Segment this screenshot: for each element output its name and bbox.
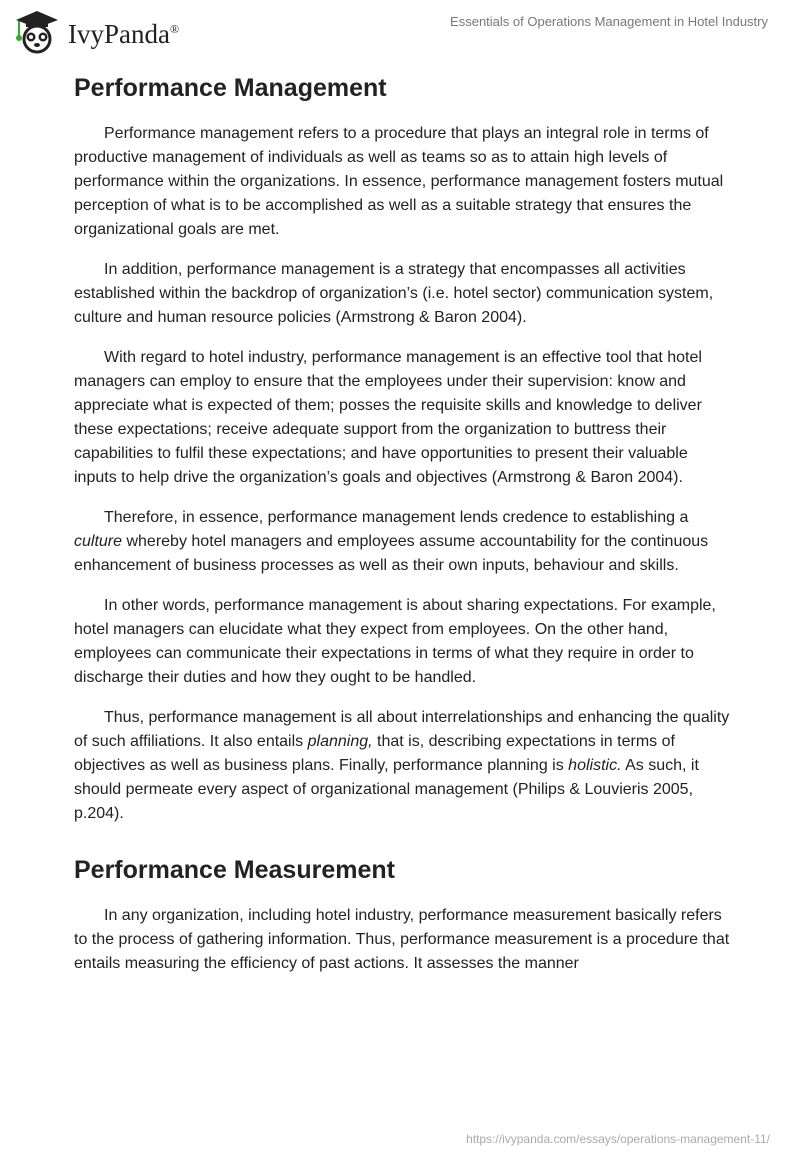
ivypanda-logo[interactable] (12, 8, 179, 54)
text-segment: Performance management refers to a procedure that plays an integral role in terms of productive management of individuals as well as teams so as to attain high levels of performance within the organizations. In essence, performance management fosters mutual perception of what is to be accomplished as well as a suitable strategy that ensures the organizational goals are met. (74, 125, 724, 238)
text-segment: Thus, performance management is all about interrelationships and enhancing the quality of such affiliations. It also entails (74, 709, 730, 750)
paragraph (74, 904, 730, 976)
paragraph (74, 346, 730, 490)
panda-graduate-icon (12, 8, 62, 54)
italic-text: planning, (307, 733, 373, 750)
source-url[interactable]: https://ivypanda.com/essays/operations-management-11/ (466, 1132, 770, 1146)
text-segment: In any organization, including hotel industry, performance measurement basically refers to the process of gathering information. Thus, performance measurement is a procedure that entails measuring the efficiency of past actions. It assesses the manner (74, 907, 730, 972)
text-segment: In addition, performance management is a strategy that encompasses all activities established within the backdrop of organization’s (i.e. hotel sector) communication system, culture and human resource policies (Armstrong & Baron 2004). (74, 261, 714, 326)
paragraph (74, 122, 730, 242)
document-title: Essentials of Operations Management in Hotel Industry (450, 14, 768, 29)
text-segment: Therefore, in essence, performance management lends credence to establishing a (104, 509, 689, 526)
text-segment: that is, describing expectations in terms of objectives as well as business plans. Finally, performance planning is (74, 733, 675, 774)
text-segment: With regard to hotel industry, performance management is an effective tool that hotel managers can employ to ensure that the employees under their supervision: know and appreciate what is expected of them; posses the requisite skills and knowledge to deliver these expectations; receive adequate support from the organization to buttress their capabilities to fulfil these expectations; and have opportunities to present their valuable inputs to help drive the organization’s goals and objectives (Armstrong & Baron 2004). (74, 349, 702, 486)
brand-name: IvyPanda® (68, 18, 180, 49)
section-heading: Performance Management (74, 74, 387, 102)
paragraph (74, 594, 730, 690)
essay-content (74, 70, 730, 992)
paragraph (74, 506, 730, 578)
italic-text: holistic. (568, 757, 622, 774)
text-segment: In other words, performance management is about sharing expectations. For example, hotel managers can elucidate what they expect from employees. On the other hand, employees can communicate their expectations in terms of what they require in order to discharge their duties and how they ought to be handled. (74, 597, 716, 686)
section-heading: Performance Measurement (74, 856, 395, 884)
text-segment: whereby hotel managers and employees assume accountability for the continuous enhancement of business processes as well as their own inputs, behaviour and skills. (74, 533, 709, 574)
paragraph (74, 706, 730, 826)
text-segment: As such, it should permeate every aspect of organizational management (Philips & Louvieris 2005, p.204). (74, 757, 699, 822)
italic-text: culture (74, 533, 123, 550)
paragraph (74, 258, 730, 330)
